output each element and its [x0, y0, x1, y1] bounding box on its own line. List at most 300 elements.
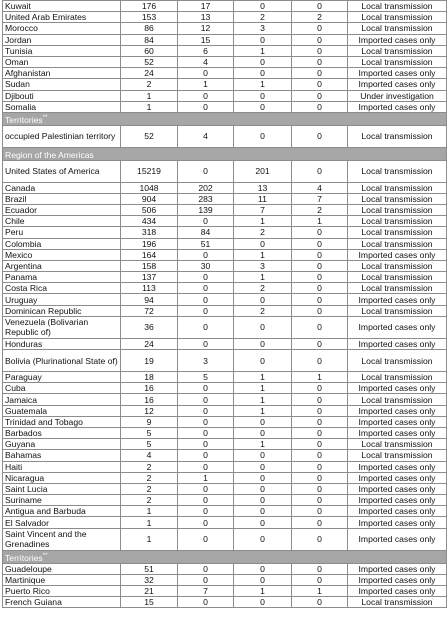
new-deaths-cell: 0: [292, 23, 348, 34]
new-deaths-cell: 0: [292, 125, 348, 147]
total-deaths-cell: 13: [234, 182, 292, 193]
new-confirmed-cell: 0: [178, 272, 234, 283]
table-row: [3, 472, 447, 483]
total-deaths-cell: 1: [234, 249, 292, 260]
total-confirmed-cell: 1: [121, 528, 178, 550]
new-deaths-cell: 0: [292, 597, 348, 608]
total-deaths-cell: 1: [234, 383, 292, 394]
country-cell: Honduras: [3, 338, 121, 349]
country-cell: United Arab Emirates: [3, 12, 121, 23]
transmission-cell: Imported cases only: [348, 405, 447, 416]
new-confirmed-cell: 0: [178, 563, 234, 574]
table-row: [3, 338, 447, 349]
new-deaths-cell: 0: [292, 45, 348, 56]
total-deaths-cell: 0: [234, 338, 292, 349]
total-deaths-cell: 1: [234, 272, 292, 283]
table-row: [3, 193, 447, 204]
new-confirmed-cell: 1: [178, 472, 234, 483]
new-deaths-cell: 0: [292, 383, 348, 394]
new-confirmed-cell: 6: [178, 45, 234, 56]
table-row: [3, 182, 447, 193]
total-deaths-cell: 0: [234, 90, 292, 101]
transmission-cell: Imported cases only: [348, 517, 447, 528]
total-deaths-cell: 0: [234, 574, 292, 585]
transmission-cell: Local transmission: [348, 160, 447, 182]
total-deaths-cell: 0: [234, 472, 292, 483]
table-row: [3, 160, 447, 182]
total-confirmed-cell: 318: [121, 227, 178, 238]
new-deaths-cell: 0: [292, 350, 348, 372]
total-confirmed-cell: 24: [121, 68, 178, 79]
transmission-cell: Local transmission: [348, 12, 447, 23]
section-label-text: Territories: [5, 552, 43, 563]
new-confirmed-cell: 0: [178, 427, 234, 438]
new-confirmed-cell: 202: [178, 182, 234, 193]
country-cell: Kuwait: [3, 1, 121, 12]
new-deaths-cell: 0: [292, 90, 348, 101]
new-deaths-cell: 0: [292, 1, 348, 12]
total-deaths-cell: 0: [234, 316, 292, 338]
table-row: [3, 394, 447, 405]
new-deaths-cell: 0: [292, 249, 348, 260]
country-cell: Argentina: [3, 260, 121, 271]
new-confirmed-cell: 0: [178, 405, 234, 416]
total-deaths-cell: 0: [234, 563, 292, 574]
total-deaths-cell: 201: [234, 160, 292, 182]
table-row: [3, 405, 447, 416]
total-confirmed-cell: 52: [121, 56, 178, 67]
country-cell: Saint Vincent and the Grenadines: [3, 528, 121, 550]
country-cell: Costa Rica: [3, 283, 121, 294]
country-cell: Puerto Rico: [3, 585, 121, 596]
country-cell: French Guiana: [3, 597, 121, 608]
country-cell: Canada: [3, 182, 121, 193]
total-deaths-cell: 0: [234, 461, 292, 472]
new-confirmed-cell: 5: [178, 372, 234, 383]
total-deaths-cell: 0: [234, 1, 292, 12]
transmission-cell: Imported cases only: [348, 461, 447, 472]
transmission-cell: Local transmission: [348, 193, 447, 204]
total-confirmed-cell: 2: [121, 472, 178, 483]
total-confirmed-cell: 196: [121, 238, 178, 249]
new-deaths-cell: 0: [292, 238, 348, 249]
country-cell: Antigua and Barbuda: [3, 506, 121, 517]
total-deaths-cell: 0: [234, 125, 292, 147]
table-row: [3, 1, 447, 12]
total-confirmed-cell: 51: [121, 563, 178, 574]
new-confirmed-cell: 139: [178, 204, 234, 215]
total-confirmed-cell: 19: [121, 350, 178, 372]
table-row: [3, 450, 447, 461]
total-deaths-cell: 0: [234, 56, 292, 67]
transmission-cell: Under investigation: [348, 90, 447, 101]
total-confirmed-cell: 904: [121, 193, 178, 204]
total-deaths-cell: 1: [234, 439, 292, 450]
transmission-cell: Local transmission: [348, 439, 447, 450]
new-deaths-cell: 1: [292, 585, 348, 596]
new-deaths-cell: 0: [292, 495, 348, 506]
total-confirmed-cell: 2: [121, 461, 178, 472]
transmission-cell: Imported cases only: [348, 416, 447, 427]
new-deaths-cell: 0: [292, 450, 348, 461]
new-confirmed-cell: 0: [178, 461, 234, 472]
table-row: [3, 68, 447, 79]
table-row: [3, 260, 447, 271]
new-confirmed-cell: 0: [178, 517, 234, 528]
total-confirmed-cell: 12: [121, 405, 178, 416]
country-cell: Morocco: [3, 23, 121, 34]
section-footnote-mark: **: [42, 114, 48, 121]
new-deaths-cell: 0: [292, 272, 348, 283]
table-row: [3, 383, 447, 394]
section-label-text: Region of the Americas: [5, 149, 94, 160]
total-confirmed-cell: 5: [121, 427, 178, 438]
total-confirmed-cell: 15219: [121, 160, 178, 182]
total-deaths-cell: 0: [234, 427, 292, 438]
new-confirmed-cell: 0: [178, 338, 234, 349]
new-confirmed-cell: 0: [178, 101, 234, 112]
total-deaths-cell: 2: [234, 227, 292, 238]
new-deaths-cell: 0: [292, 260, 348, 271]
total-confirmed-cell: 9: [121, 416, 178, 427]
new-deaths-cell: 0: [292, 160, 348, 182]
new-confirmed-cell: 7: [178, 585, 234, 596]
new-confirmed-cell: 0: [178, 528, 234, 550]
new-deaths-cell: 0: [292, 427, 348, 438]
new-deaths-cell: 0: [292, 68, 348, 79]
table-row: [3, 125, 447, 147]
total-confirmed-cell: 164: [121, 249, 178, 260]
new-deaths-cell: 1: [292, 216, 348, 227]
transmission-cell: Local transmission: [348, 182, 447, 193]
new-deaths-cell: 0: [292, 405, 348, 416]
transmission-cell: Local transmission: [348, 283, 447, 294]
section-label: [3, 147, 447, 160]
transmission-cell: Imported cases only: [348, 427, 447, 438]
new-deaths-cell: 0: [292, 517, 348, 528]
total-confirmed-cell: 158: [121, 260, 178, 271]
transmission-cell: Imported cases only: [348, 294, 447, 305]
new-confirmed-cell: 0: [178, 160, 234, 182]
total-deaths-cell: 0: [234, 483, 292, 494]
new-deaths-cell: 4: [292, 182, 348, 193]
country-cell: Dominican Republic: [3, 305, 121, 316]
table-row: [3, 283, 447, 294]
new-confirmed-cell: 0: [178, 305, 234, 316]
total-deaths-cell: 1: [234, 394, 292, 405]
country-cell: Uruguay: [3, 294, 121, 305]
table-row: [3, 439, 447, 450]
total-confirmed-cell: 72: [121, 305, 178, 316]
table-row: [3, 427, 447, 438]
table-row: [3, 495, 447, 506]
country-cell: Colombia: [3, 238, 121, 249]
country-cell: Brazil: [3, 193, 121, 204]
table-row: [3, 305, 447, 316]
country-cell: Ecuador: [3, 204, 121, 215]
new-confirmed-cell: 17: [178, 1, 234, 12]
table-row: [3, 90, 447, 101]
country-cell: Bahamas: [3, 450, 121, 461]
new-confirmed-cell: 0: [178, 416, 234, 427]
total-deaths-cell: 7: [234, 204, 292, 215]
table-row: [3, 34, 447, 45]
new-confirmed-cell: 3: [178, 350, 234, 372]
new-deaths-cell: 0: [292, 506, 348, 517]
new-confirmed-cell: 0: [178, 574, 234, 585]
new-deaths-cell: 0: [292, 483, 348, 494]
total-deaths-cell: 3: [234, 23, 292, 34]
table-row: [3, 563, 447, 574]
new-confirmed-cell: 0: [178, 394, 234, 405]
total-confirmed-cell: 434: [121, 216, 178, 227]
transmission-cell: Local transmission: [348, 204, 447, 215]
total-deaths-cell: 0: [234, 506, 292, 517]
section-label: [3, 112, 447, 125]
new-deaths-cell: 0: [292, 227, 348, 238]
transmission-cell: Imported cases only: [348, 563, 447, 574]
total-deaths-cell: 0: [234, 416, 292, 427]
new-deaths-cell: 0: [292, 439, 348, 450]
country-cell: Martinique: [3, 574, 121, 585]
new-deaths-cell: 2: [292, 204, 348, 215]
section-footnote-mark: **: [42, 552, 48, 559]
total-confirmed-cell: 1: [121, 517, 178, 528]
total-confirmed-cell: 4: [121, 450, 178, 461]
country-cell: Guatemala: [3, 405, 121, 416]
total-confirmed-cell: 1: [121, 101, 178, 112]
total-confirmed-cell: 94: [121, 294, 178, 305]
new-deaths-cell: 0: [292, 79, 348, 90]
new-confirmed-cell: 0: [178, 495, 234, 506]
total-confirmed-cell: 36: [121, 316, 178, 338]
total-deaths-cell: 0: [234, 350, 292, 372]
transmission-cell: Local transmission: [348, 227, 447, 238]
country-cell: Djibouti: [3, 90, 121, 101]
new-confirmed-cell: 0: [178, 597, 234, 608]
new-deaths-cell: 1: [292, 372, 348, 383]
table-row: [3, 597, 447, 608]
country-cell: Guyana: [3, 439, 121, 450]
total-confirmed-cell: 2: [121, 495, 178, 506]
total-deaths-cell: 0: [234, 238, 292, 249]
new-confirmed-cell: 0: [178, 249, 234, 260]
total-confirmed-cell: 113: [121, 283, 178, 294]
total-deaths-cell: 0: [234, 495, 292, 506]
country-cell: Oman: [3, 56, 121, 67]
transmission-cell: Imported cases only: [348, 383, 447, 394]
total-confirmed-cell: 52: [121, 125, 178, 147]
transmission-cell: Local transmission: [348, 216, 447, 227]
total-confirmed-cell: 1: [121, 506, 178, 517]
total-deaths-cell: 0: [234, 517, 292, 528]
transmission-cell: Local transmission: [348, 45, 447, 56]
country-cell: Peru: [3, 227, 121, 238]
country-cell: Jordan: [3, 34, 121, 45]
table-row: [3, 574, 447, 585]
new-deaths-cell: 7: [292, 193, 348, 204]
table-row: [3, 204, 447, 215]
country-cell: Panama: [3, 272, 121, 283]
transmission-cell: Local transmission: [348, 372, 447, 383]
table-row: [3, 272, 447, 283]
transmission-cell: Imported cases only: [348, 585, 447, 596]
total-confirmed-cell: 18: [121, 372, 178, 383]
total-confirmed-cell: 2: [121, 483, 178, 494]
transmission-cell: Local transmission: [348, 23, 447, 34]
new-deaths-cell: 0: [292, 56, 348, 67]
country-cell: Cuba: [3, 383, 121, 394]
total-deaths-cell: 0: [234, 68, 292, 79]
new-deaths-cell: 0: [292, 294, 348, 305]
transmission-cell: Local transmission: [348, 125, 447, 147]
transmission-cell: Local transmission: [348, 272, 447, 283]
total-confirmed-cell: 506: [121, 204, 178, 215]
total-deaths-cell: 1: [234, 45, 292, 56]
table-row: [3, 23, 447, 34]
table-row: [3, 372, 447, 383]
table-row: [3, 56, 447, 67]
country-cell: Chile: [3, 216, 121, 227]
country-cell: United States of America: [3, 160, 121, 182]
total-confirmed-cell: 15: [121, 597, 178, 608]
table-row: [3, 101, 447, 112]
total-deaths-cell: 3: [234, 260, 292, 271]
new-deaths-cell: 0: [292, 574, 348, 585]
total-confirmed-cell: 5: [121, 439, 178, 450]
new-confirmed-cell: 0: [178, 316, 234, 338]
new-confirmed-cell: 30: [178, 260, 234, 271]
new-deaths-cell: 0: [292, 101, 348, 112]
transmission-cell: Imported cases only: [348, 249, 447, 260]
total-deaths-cell: 1: [234, 216, 292, 227]
table-row: [3, 506, 447, 517]
transmission-cell: Imported cases only: [348, 495, 447, 506]
total-confirmed-cell: 1048: [121, 182, 178, 193]
new-confirmed-cell: 0: [178, 68, 234, 79]
table-row: [3, 350, 447, 372]
country-cell: occupied Palestinian territory: [3, 125, 121, 147]
section-header-row: [3, 147, 447, 160]
new-confirmed-cell: 1: [178, 79, 234, 90]
new-deaths-cell: 0: [292, 416, 348, 427]
section-header-row: [3, 550, 447, 563]
transmission-cell: Local transmission: [348, 450, 447, 461]
transmission-cell: Local transmission: [348, 597, 447, 608]
new-confirmed-cell: 0: [178, 383, 234, 394]
table-row: [3, 216, 447, 227]
transmission-cell: Imported cases only: [348, 528, 447, 550]
total-confirmed-cell: 153: [121, 12, 178, 23]
country-cell: Mexico: [3, 249, 121, 260]
new-confirmed-cell: 51: [178, 238, 234, 249]
new-confirmed-cell: 0: [178, 90, 234, 101]
total-confirmed-cell: 1: [121, 90, 178, 101]
transmission-cell: Local transmission: [348, 350, 447, 372]
total-confirmed-cell: 16: [121, 383, 178, 394]
total-deaths-cell: 1: [234, 372, 292, 383]
new-confirmed-cell: 4: [178, 125, 234, 147]
new-confirmed-cell: 0: [178, 283, 234, 294]
table-row: [3, 517, 447, 528]
transmission-cell: Imported cases only: [348, 506, 447, 517]
table-row: [3, 227, 447, 238]
country-cell: Saint Lucia: [3, 483, 121, 494]
table-row: [3, 249, 447, 260]
new-deaths-cell: 0: [292, 472, 348, 483]
table-row: [3, 528, 447, 550]
new-confirmed-cell: 13: [178, 12, 234, 23]
country-cell: Venezuela (Bolivarian Republic of): [3, 316, 121, 338]
section-label-text: Territories: [5, 114, 43, 125]
table-row: [3, 79, 447, 90]
transmission-cell: Imported cases only: [348, 472, 447, 483]
new-confirmed-cell: 0: [178, 506, 234, 517]
new-confirmed-cell: 12: [178, 23, 234, 34]
total-deaths-cell: 2: [234, 305, 292, 316]
total-deaths-cell: 1: [234, 79, 292, 90]
transmission-cell: Imported cases only: [348, 34, 447, 45]
situation-table: [2, 0, 447, 608]
total-confirmed-cell: 2: [121, 79, 178, 90]
new-deaths-cell: 2: [292, 12, 348, 23]
table-body: [3, 1, 447, 608]
country-cell: Somalia: [3, 101, 121, 112]
new-deaths-cell: 0: [292, 305, 348, 316]
country-cell: Guadeloupe: [3, 563, 121, 574]
table-row: [3, 12, 447, 23]
country-cell: Tunisia: [3, 45, 121, 56]
total-deaths-cell: 11: [234, 193, 292, 204]
total-deaths-cell: 0: [234, 528, 292, 550]
new-confirmed-cell: 0: [178, 450, 234, 461]
new-deaths-cell: 0: [292, 34, 348, 45]
country-cell: Suriname: [3, 495, 121, 506]
total-confirmed-cell: 176: [121, 1, 178, 12]
total-confirmed-cell: 16: [121, 394, 178, 405]
country-cell: El Salvador: [3, 517, 121, 528]
table-row: [3, 45, 447, 56]
country-cell: Afghanistan: [3, 68, 121, 79]
new-deaths-cell: 0: [292, 338, 348, 349]
transmission-cell: Imported cases only: [348, 483, 447, 494]
total-deaths-cell: 2: [234, 283, 292, 294]
transmission-cell: Local transmission: [348, 56, 447, 67]
table-row: [3, 416, 447, 427]
table-row: [3, 461, 447, 472]
country-cell: Haiti: [3, 461, 121, 472]
total-deaths-cell: 0: [234, 597, 292, 608]
total-confirmed-cell: 21: [121, 585, 178, 596]
total-deaths-cell: 0: [234, 101, 292, 112]
transmission-cell: Imported cases only: [348, 101, 447, 112]
transmission-cell: Imported cases only: [348, 338, 447, 349]
total-confirmed-cell: 60: [121, 45, 178, 56]
transmission-cell: Imported cases only: [348, 68, 447, 79]
new-confirmed-cell: 0: [178, 483, 234, 494]
table-row: [3, 238, 447, 249]
table-row: [3, 316, 447, 338]
total-confirmed-cell: 32: [121, 574, 178, 585]
total-deaths-cell: 0: [234, 294, 292, 305]
total-deaths-cell: 2: [234, 12, 292, 23]
country-cell: Paraguay: [3, 372, 121, 383]
total-deaths-cell: 1: [234, 585, 292, 596]
total-confirmed-cell: 84: [121, 34, 178, 45]
transmission-cell: Local transmission: [348, 394, 447, 405]
table-row: [3, 585, 447, 596]
country-cell: Jamaica: [3, 394, 121, 405]
